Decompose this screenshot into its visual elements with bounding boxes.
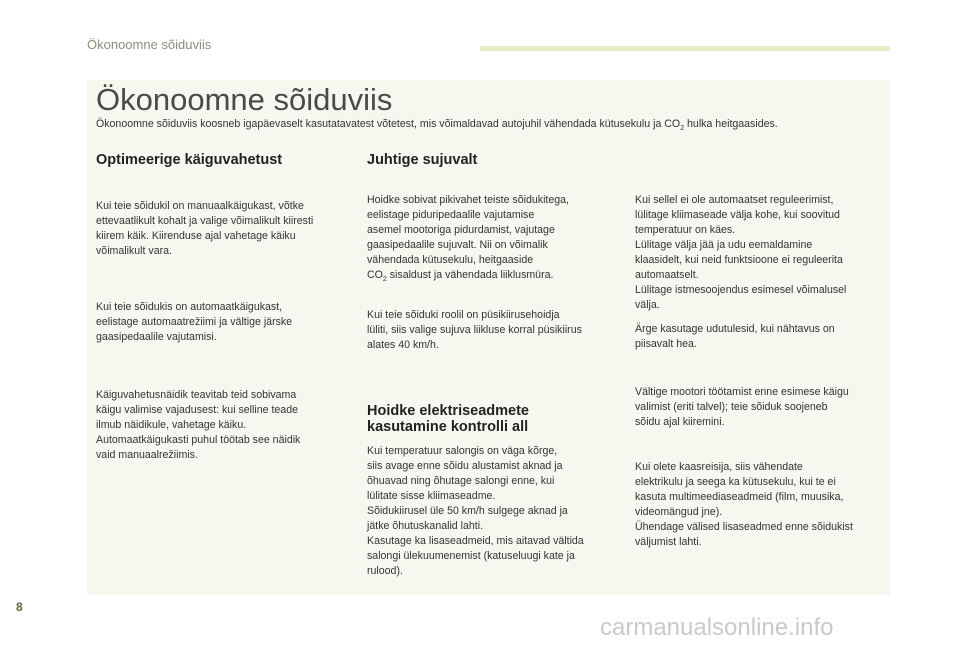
co2-text: CO — [367, 269, 383, 281]
co2-subscript: 2 — [382, 276, 387, 284]
paragraph-automatic-gearbox: Kui teie sõidukis on automaatkäigukast, eelistage automaatrežiimi ja vältige järske gaasipedaalile vajutamisi. — [96, 301, 293, 343]
paragraph-multimedia: Kui olete kaasreisija, siis vähendate elektrikulu ja seega ka kütusekulu, kui te ei kasuta multimeediaseadmeid (film, muusika, videomängud jne). Ühendage välised lisaseadmed enne sõidukist väljumist lahti. — [635, 461, 853, 548]
intro-text — [96, 118, 886, 132]
smooth-driving-text-end: sisaldust ja vähendada liiklusmüra. — [386, 269, 554, 281]
intro-subscript: 2 — [680, 125, 685, 133]
paragraph-cabin-temperature: Kui temperatuur salongis on väga kõrge, siis avage enne sõidu alustamist aknad ja õhuavad ning õhutage salongi enne, kui lülitate sisse kliimaseadme. Sõidukiirusel üle 50 km/h sulgege aknad ja jätke õhutuskanalid lahti. Kasutage ka lisaseadmeid, mis aitavad vältida salongi ülekuumenemist (katuseluugi kate ja rulood). — [367, 445, 584, 577]
running-header: Ökonoomne sõiduviis — [87, 37, 212, 52]
watermark: carmanualsonline.info — [600, 614, 834, 641]
heading-drive-smoothly: Juhtige sujuvalt — [367, 152, 478, 168]
heading-electrical-equipment: Hoidke elektriseadmete kasutamine kontrolli all — [367, 403, 529, 435]
paragraph-gear-indicator: Käiguvahetusnäidik teavitab teid sobivama käigu valimise vajadusest: kui selline teade ilmub näidikule, vahetage käiku. Automaatkäigukasti puhul töötab see näidik vaid manuaalrežiimis. — [96, 389, 301, 461]
page-title: Ökonoomne sõiduviis — [96, 82, 393, 117]
intro-text-start: Ökonoomne sõiduviis koosneb igapäevaselt kasutatavatest võtetest, mis võimaldavad autojuhil vähendada kütusekulu ja CO — [96, 118, 681, 130]
paragraph-engine-warmup: Vältige mootori töötamist enne esimese käigu valimist (eriti talvel); teie sõiduk soojeneb sõidu ajal kiiremini. — [635, 386, 849, 428]
smooth-driving-text: Hoidke sobivat pikivahet teiste sõidukitega, eelistage piduripedaalile vajutamise asemel mootoriga pidurdamist, vajutage gaasipedaalile sujuvalt. Nii on võimalik vähendada kütusekulu, heitgaaside — [367, 194, 569, 266]
header-divider — [480, 46, 890, 51]
paragraph-fog-lamps: Ärge kasutage udutulesid, kui nähtavus on piisavalt hea. — [635, 323, 835, 350]
paragraph-air-conditioning: Kui sellel ei ole automaatset reguleerimist, lülitage kliimaseade välja kohe, kui soovitud temperatuur on käes. Lülitage välja jää ja udu eemaldamine klaasidelt, kui neid funktsioone ei reguleerita automaatselt. Lülitage istmesoojendus esimesel võimalusel välja. — [635, 194, 847, 311]
intro-text-end: hulka heitgaasides. — [684, 118, 778, 130]
paragraph-manual-gearbox: Kui teie sõidukil on manuaalkäigukast, võtke ettevaatlikult kohalt ja valige võimalikult kiiresti kiirem käik. Kiirenduse ajal vahetage käiku võimalikult vara. — [96, 200, 314, 257]
heading-gear-shifting: Optimeerige käiguvahetust — [96, 152, 283, 168]
paragraph-cruise-control: Kui teie sõiduki roolil on püsikiirusehoidja lüliti, siis valige sujuva liikluse korral püsikiirus alates 40 km/h. — [367, 309, 582, 351]
paragraph-smooth-driving — [367, 193, 627, 287]
page-number: 8 — [16, 600, 23, 614]
